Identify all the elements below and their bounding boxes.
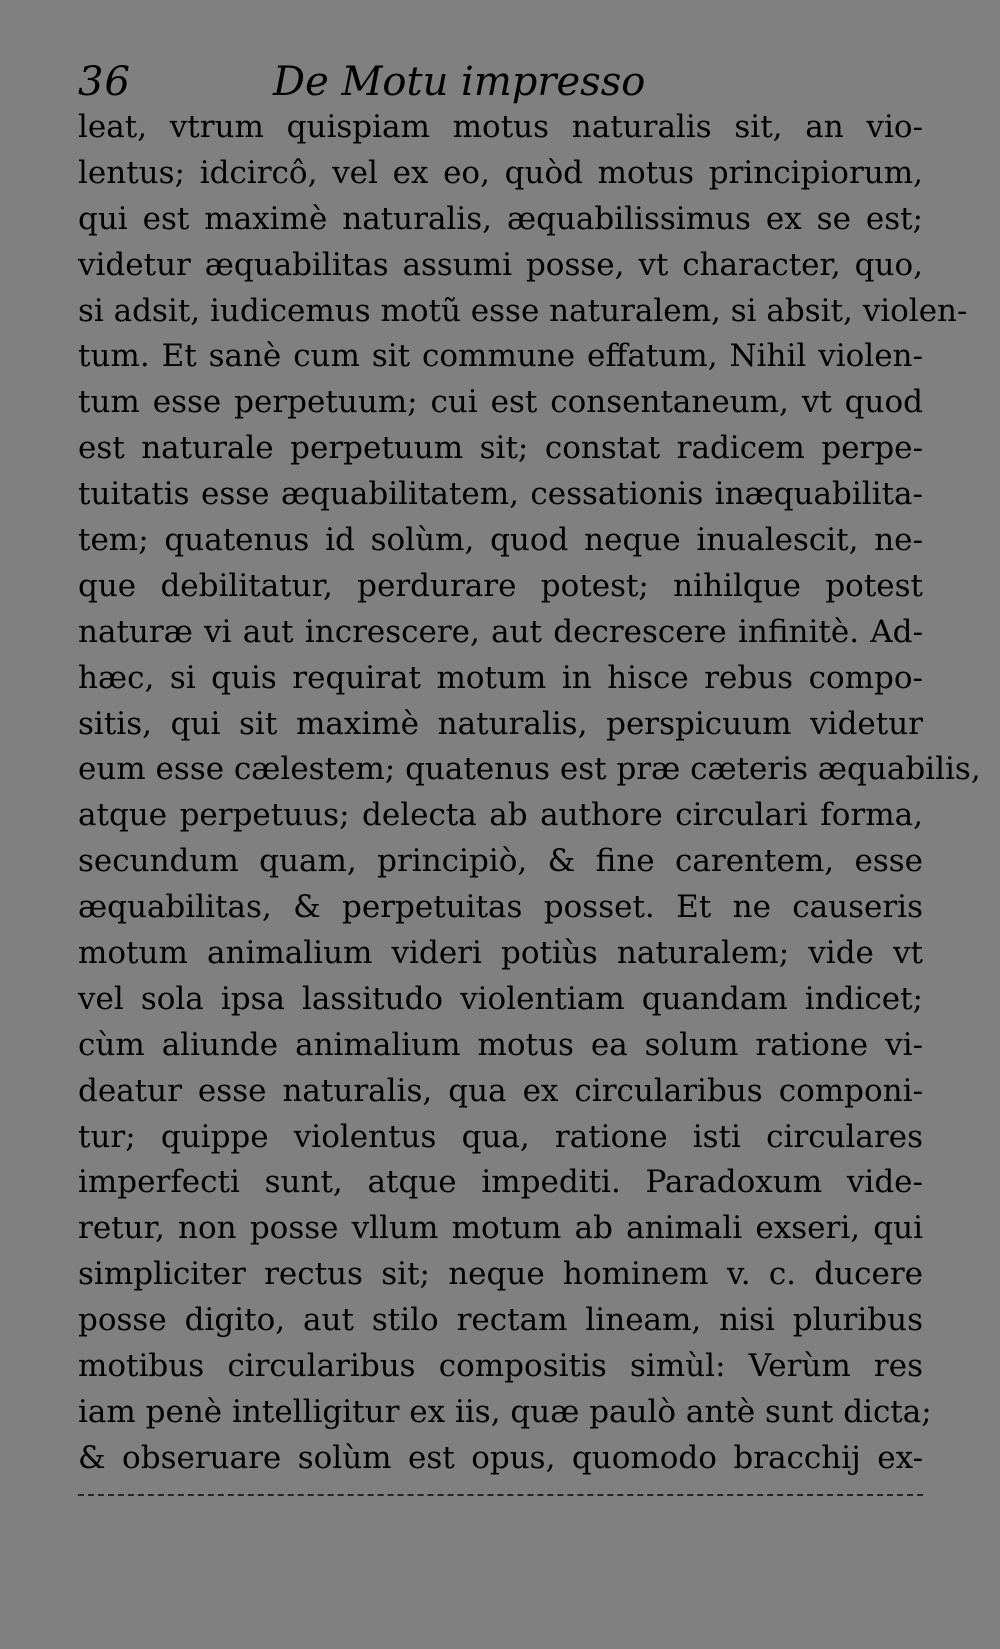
bottom-rule	[78, 1494, 923, 1496]
text-line: atque perpetuus; delecta ab authore circulari forma,	[78, 797, 923, 834]
text-line: est naturale perpetuum sit; constat radicem perpe-	[78, 430, 923, 467]
text-line: tuitatis esse æquabilitatem, cessationis inæquabilita-	[78, 476, 923, 513]
text-line: imperfecti sunt, atque impediti. Paradoxum vide-	[78, 1164, 923, 1201]
text-line: si adsit, iudicemus motũ esse naturalem, si absit, violen-	[78, 292, 968, 329]
text-line: naturæ vi aut increscere, aut decrescere infinitè. Ad-	[78, 613, 923, 650]
text-line: qui est maximè naturalis, æquabilissimus ex se est;	[78, 200, 923, 237]
text-line: tur; quippe violentus qua, ratione isti circulares	[78, 1118, 923, 1155]
page-number: 36	[78, 59, 131, 105]
text-line: motibus circularibus compositis simùl: Verùm res	[78, 1348, 923, 1385]
text-line: que debilitatur, perdurare potest; nihilque potest	[78, 567, 923, 604]
text-line: cùm aliunde animalium motus ea solum ratione vi-	[78, 1026, 923, 1063]
text-line: hæc, si quis requirat motum in hisce rebus compo-	[78, 659, 923, 696]
text-line: lentus; idcircô, vel ex eo, quòd motus principiorum,	[78, 154, 923, 191]
text-line: secundum quam, principiò, & fine carentem, esse	[78, 843, 923, 880]
running-title: De Motu impresso	[273, 59, 646, 105]
text-line: vel sola ipsa lassitudo violentiam quandam indicet;	[78, 980, 923, 1017]
text-line: iam penè intelligitur ex iis, quæ paulò antè sunt dicta;	[78, 1393, 932, 1430]
text-line: posse digito, aut stilo rectam lineam, nisi pluribus	[78, 1302, 923, 1339]
text-line: eum esse cælestem; quatenus est præ cæteris æquabilis,	[78, 751, 981, 788]
text-line: tum esse perpetuum; cui est consentaneum, vt quod	[78, 384, 923, 421]
text-line: motum animalium videri potiùs naturalem; vide vt	[78, 935, 923, 972]
text-line: sitis, qui sit maximè naturalis, perspicuum videtur	[78, 705, 923, 742]
text-line: deatur esse naturalis, qua ex circularibus componi-	[78, 1072, 923, 1109]
text-line: tem; quatenus id solùm, quod neque inualescit, ne-	[78, 522, 923, 559]
text-line: æquabilitas, & perpetuitas posset. Et ne causeris	[78, 889, 923, 926]
text-line: retur, non posse vllum motum ab animali exseri, qui	[78, 1210, 923, 1247]
text-line: tum. Et sanè cum sit commune effatum, Nihil violen-	[78, 338, 923, 375]
text-line: leat, vtrum quispiam motus naturalis sit, an vio-	[78, 109, 923, 145]
text-line: & obseruare solùm est opus, quomodo bracchij ex-	[78, 1439, 923, 1476]
running-head	[78, 52, 938, 112]
body-text	[78, 105, 981, 1482]
text-line: simpliciter rectus sit; neque hominem v. c. ducere	[78, 1256, 923, 1293]
text-line: videtur æquabilitas assumi posse, vt character, quo,	[78, 246, 923, 283]
